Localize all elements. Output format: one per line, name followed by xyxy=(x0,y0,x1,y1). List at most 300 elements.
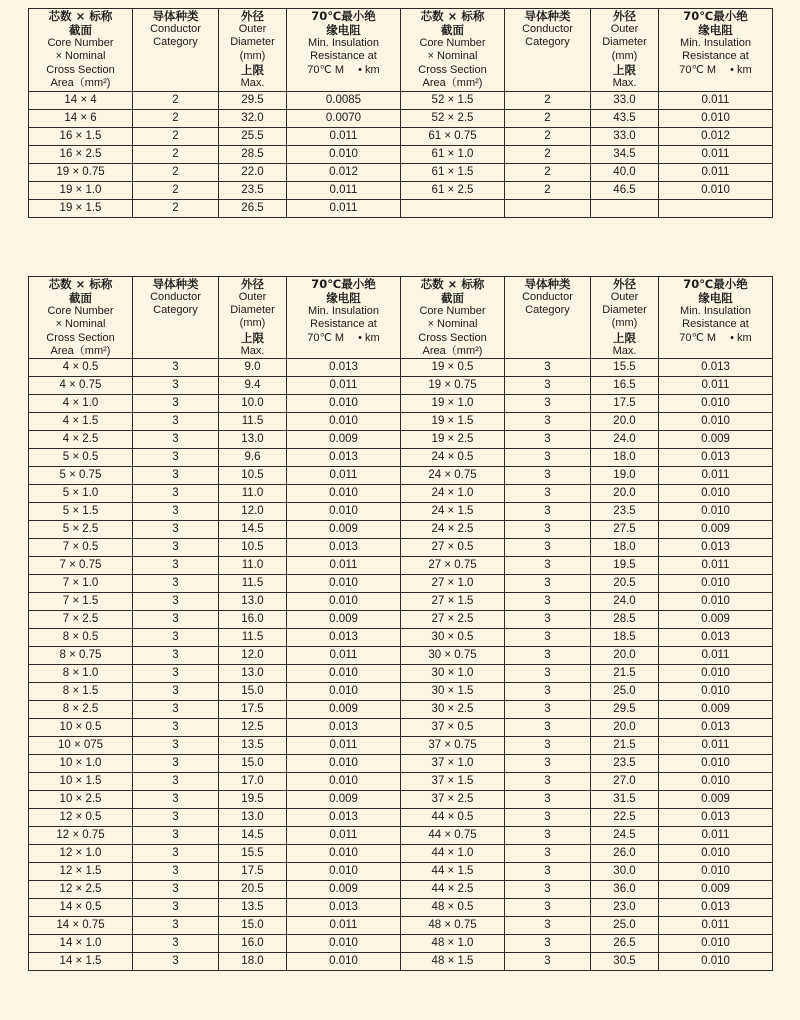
header-ins-en3: 70℃ M • km xyxy=(307,63,380,76)
header-ins-cn2-3: 缘电阻 xyxy=(326,290,361,305)
cell-core-number: 10 × 1.5 xyxy=(29,773,133,791)
cell-outer-diameter: 9.6 xyxy=(219,449,287,467)
cell-min-insulation: 0.010 xyxy=(287,935,401,953)
cell-core-number: 24 × 0.5 xyxy=(401,449,505,467)
cell-conductor-category: 2 xyxy=(505,109,591,127)
cell-outer-diameter: 11.5 xyxy=(219,413,287,431)
cell-core-number: 48 × 0.5 xyxy=(401,899,505,917)
table-row xyxy=(29,539,773,557)
cell-min-insulation: 0.012 xyxy=(287,163,401,181)
header-core-en4: Area（mm²) xyxy=(50,77,111,90)
cell-conductor-category: 3 xyxy=(505,539,591,557)
header-dia-sub-cn-3: 上限 xyxy=(241,330,264,345)
cell-outer-diameter: 13.5 xyxy=(219,899,287,917)
table-row xyxy=(29,665,773,683)
cell-min-insulation: 0.010 xyxy=(287,755,401,773)
cell-conductor-category: 3 xyxy=(133,845,219,863)
table-body-1 xyxy=(29,91,773,217)
header-cat-cn: 导体种类 xyxy=(152,9,199,23)
cell-conductor-category: 3 xyxy=(133,719,219,737)
cell-conductor-category: 2 xyxy=(133,91,219,109)
header-ins-en2-4: Resistance at xyxy=(682,318,749,331)
cell-outer-diameter: 20.0 xyxy=(591,485,659,503)
cell-min-insulation: 0.009 xyxy=(287,431,401,449)
cell-conductor-category: 3 xyxy=(505,791,591,809)
cell-outer-diameter: 18.0 xyxy=(591,539,659,557)
cell-outer-diameter: 21.5 xyxy=(591,665,659,683)
cell-min-insulation: 0.011 xyxy=(287,199,401,217)
cell-outer-diameter: 13.0 xyxy=(219,665,287,683)
cell-min-insulation xyxy=(659,199,773,217)
table-row xyxy=(29,163,773,181)
cell-conductor-category: 3 xyxy=(505,899,591,917)
header-dia-sub-cn: 上限 xyxy=(241,63,264,78)
cell-conductor-category: 3 xyxy=(505,845,591,863)
cell-min-insulation: 0.013 xyxy=(287,449,401,467)
cell-core-number: 4 × 1.5 xyxy=(29,413,133,431)
cell-outer-diameter: 36.0 xyxy=(591,881,659,899)
cell-core-number: 37 × 1.5 xyxy=(401,773,505,791)
cell-outer-diameter: 15.0 xyxy=(219,917,287,935)
header-conductor-category-2 xyxy=(505,9,591,92)
cell-outer-diameter: 19.5 xyxy=(591,557,659,575)
cell-conductor-category: 3 xyxy=(505,359,591,377)
cell-outer-diameter: 20.0 xyxy=(591,647,659,665)
cell-conductor-category: 3 xyxy=(133,611,219,629)
header-dia-en2-4: Diameter xyxy=(602,304,647,317)
cell-conductor-category: 3 xyxy=(133,683,219,701)
header-dia-en3-4: (mm) xyxy=(611,317,638,330)
cell-conductor-category: 3 xyxy=(133,485,219,503)
cell-conductor-category: 3 xyxy=(505,953,591,971)
cell-core-number: 30 × 0.5 xyxy=(401,629,505,647)
cell-min-insulation: 0.010 xyxy=(659,683,773,701)
cell-conductor-category: 3 xyxy=(505,881,591,899)
cell-min-insulation: 0.011 xyxy=(659,737,773,755)
cell-outer-diameter: 13.5 xyxy=(219,737,287,755)
cell-conductor-category: 3 xyxy=(133,791,219,809)
cell-core-number xyxy=(401,199,505,217)
header-outer-diameter-2 xyxy=(591,9,659,92)
cell-min-insulation: 0.013 xyxy=(659,899,773,917)
cell-min-insulation: 0.013 xyxy=(659,809,773,827)
table-row xyxy=(29,719,773,737)
table-spacer xyxy=(28,218,772,276)
cell-core-number: 24 × 2.5 xyxy=(401,521,505,539)
header-dia-en1-3: Outer xyxy=(238,290,267,303)
table-row xyxy=(29,791,773,809)
cell-core-number: 7 × 1.0 xyxy=(29,575,133,593)
cell-outer-diameter: 31.5 xyxy=(591,791,659,809)
cell-outer-diameter: 20.5 xyxy=(219,881,287,899)
cell-outer-diameter: 10.5 xyxy=(219,539,287,557)
cell-min-insulation: 0.009 xyxy=(287,791,401,809)
cell-core-number: 30 × 1.0 xyxy=(401,665,505,683)
cell-conductor-category: 3 xyxy=(505,935,591,953)
header-ins-cn2-2: 缘电阻 xyxy=(698,23,733,38)
cell-core-number: 16 × 1.5 xyxy=(29,127,133,145)
cell-conductor-category: 3 xyxy=(505,593,591,611)
cell-core-number: 16 × 2.5 xyxy=(29,145,133,163)
cell-core-number: 12 × 1.0 xyxy=(29,845,133,863)
cell-core-number: 4 × 0.5 xyxy=(29,359,133,377)
header-dia-sub-en-2: Max. xyxy=(612,77,637,90)
header-cat-en2-4: Category xyxy=(525,304,570,317)
table-row xyxy=(29,629,773,647)
table-row xyxy=(29,953,773,971)
cell-core-number: 24 × 1.0 xyxy=(401,485,505,503)
table-row xyxy=(29,773,773,791)
cell-min-insulation: 0.013 xyxy=(659,539,773,557)
cell-core-number: 52 × 2.5 xyxy=(401,109,505,127)
cell-conductor-category: 3 xyxy=(505,521,591,539)
table-row xyxy=(29,91,773,109)
cell-core-number: 37 × 0.5 xyxy=(401,719,505,737)
cell-core-number: 30 × 1.5 xyxy=(401,683,505,701)
header-ins-en3-2: 70℃ M • km xyxy=(679,63,752,76)
table-row xyxy=(29,827,773,845)
cell-outer-diameter: 20.0 xyxy=(591,719,659,737)
cell-conductor-category: 3 xyxy=(505,773,591,791)
cell-conductor-category: 3 xyxy=(505,809,591,827)
cell-min-insulation: 0.011 xyxy=(287,127,401,145)
cell-core-number: 19 × 1.0 xyxy=(401,395,505,413)
header-core-cn3: 截面 xyxy=(69,23,92,38)
cell-min-insulation: 0.010 xyxy=(287,863,401,881)
header-dia-en1: Outer xyxy=(238,23,267,36)
cell-min-insulation: 0.010 xyxy=(659,593,773,611)
cell-core-number: 37 × 2.5 xyxy=(401,791,505,809)
cell-core-number: 48 × 1.5 xyxy=(401,953,505,971)
cell-core-number: 30 × 0.75 xyxy=(401,647,505,665)
table-row xyxy=(29,145,773,163)
cell-conductor-category: 3 xyxy=(505,395,591,413)
table-row xyxy=(29,917,773,935)
cell-conductor-category: 2 xyxy=(133,181,219,199)
header-core-en4-3: Area（mm²) xyxy=(50,344,111,357)
header-core-en4-4: Area（mm²) xyxy=(422,344,483,357)
cell-min-insulation: 0.012 xyxy=(659,127,773,145)
table-row xyxy=(29,485,773,503)
cell-conductor-category: 3 xyxy=(133,953,219,971)
cell-core-number: 37 × 0.75 xyxy=(401,737,505,755)
table-row xyxy=(29,109,773,127)
cell-conductor-category: 3 xyxy=(133,755,219,773)
header-core-times: × xyxy=(75,9,86,23)
cell-core-number: 48 × 0.75 xyxy=(401,917,505,935)
table-row xyxy=(29,647,773,665)
cell-min-insulation: 0.009 xyxy=(659,701,773,719)
header-ins-cn2-4: 缘电阻 xyxy=(698,290,733,305)
header-core-number-3 xyxy=(29,276,133,359)
cell-core-number: 4 × 0.75 xyxy=(29,377,133,395)
header-core-number xyxy=(29,9,133,92)
header-core-times-4: × xyxy=(447,276,458,291)
header-core-en1-3: Core Number xyxy=(47,304,114,317)
header-dia-sub-cn-2: 上限 xyxy=(613,63,636,78)
cell-core-number: 61 × 0.75 xyxy=(401,127,505,145)
cell-min-insulation: 0.011 xyxy=(287,181,401,199)
header-outer-diameter-4 xyxy=(591,276,659,359)
cell-min-insulation: 0.010 xyxy=(287,683,401,701)
header-ins-en1-3: Min. Insulation xyxy=(308,304,379,317)
cell-conductor-category: 3 xyxy=(133,449,219,467)
cell-conductor-category: 3 xyxy=(133,917,219,935)
table-row xyxy=(29,431,773,449)
table-row xyxy=(29,557,773,575)
cell-min-insulation: 0.013 xyxy=(659,719,773,737)
cell-min-insulation: 0.010 xyxy=(287,665,401,683)
cell-conductor-category: 3 xyxy=(505,917,591,935)
header-cat-en1-4: Conductor xyxy=(522,290,573,303)
table-row xyxy=(29,377,773,395)
cell-conductor-category: 3 xyxy=(133,503,219,521)
cell-conductor-category: 3 xyxy=(133,701,219,719)
cell-outer-diameter: 23.0 xyxy=(591,899,659,917)
header-cat-en1: Conductor xyxy=(150,23,201,36)
cell-min-insulation: 0.010 xyxy=(287,845,401,863)
cell-outer-diameter: 33.0 xyxy=(591,127,659,145)
cell-outer-diameter: 10.5 xyxy=(219,467,287,485)
cell-outer-diameter: 17.5 xyxy=(591,395,659,413)
cell-min-insulation: 0.011 xyxy=(287,737,401,755)
header-dia-en2: Diameter xyxy=(230,36,275,49)
cell-outer-diameter: 27.0 xyxy=(591,773,659,791)
cell-min-insulation: 0.010 xyxy=(659,845,773,863)
header-conductor-category-4 xyxy=(505,276,591,359)
cell-conductor-category: 2 xyxy=(133,127,219,145)
header-core-cn3-2: 截面 xyxy=(441,23,464,38)
header-cat-en1-2: Conductor xyxy=(522,23,573,36)
header-core-cn2-4: 标称 xyxy=(461,276,485,291)
table-header xyxy=(29,9,773,92)
cell-outer-diameter: 29.5 xyxy=(219,91,287,109)
cell-core-number: 10 × 075 xyxy=(29,737,133,755)
cell-conductor-category: 3 xyxy=(505,827,591,845)
table-row xyxy=(29,611,773,629)
table-row xyxy=(29,809,773,827)
cell-core-number: 19 × 2.5 xyxy=(401,431,505,449)
table-row xyxy=(29,449,773,467)
cell-core-number: 27 × 0.5 xyxy=(401,539,505,557)
cell-conductor-category: 2 xyxy=(505,163,591,181)
cell-outer-diameter: 11.0 xyxy=(219,485,287,503)
cell-conductor-category: 3 xyxy=(133,629,219,647)
cell-core-number: 44 × 0.5 xyxy=(401,809,505,827)
cell-conductor-category: 3 xyxy=(505,611,591,629)
cell-outer-diameter xyxy=(591,199,659,217)
cell-min-insulation: 0.010 xyxy=(659,485,773,503)
cell-conductor-category: 3 xyxy=(505,683,591,701)
header-core-en2-4: × Nominal xyxy=(427,318,478,331)
header-min-insulation-2 xyxy=(659,9,773,92)
table-row xyxy=(29,845,773,863)
cell-min-insulation: 0.011 xyxy=(659,467,773,485)
header-core-en3-3: Cross Section xyxy=(46,331,115,344)
header-core-en2: × Nominal xyxy=(55,50,106,63)
header-core-cn1-4: 芯数 xyxy=(420,276,444,291)
header-ins-en1: Min. Insulation xyxy=(308,37,379,50)
header-cat-en2-2: Category xyxy=(525,36,570,49)
cell-core-number: 8 × 0.75 xyxy=(29,647,133,665)
cell-conductor-category: 3 xyxy=(133,647,219,665)
cell-outer-diameter: 20.0 xyxy=(591,413,659,431)
cell-outer-diameter: 46.5 xyxy=(591,181,659,199)
header-dia-sub-en-4: Max. xyxy=(612,344,637,357)
header-core-number-4 xyxy=(401,276,505,359)
cell-conductor-category: 3 xyxy=(505,467,591,485)
table-row xyxy=(29,467,773,485)
cell-conductor-category: 3 xyxy=(505,701,591,719)
header-core-en3-2: Cross Section xyxy=(418,63,487,76)
cell-outer-diameter: 21.5 xyxy=(591,737,659,755)
cell-outer-diameter: 18.5 xyxy=(591,629,659,647)
header-core-cn1: 芯数 xyxy=(48,9,72,23)
cell-core-number: 7 × 1.5 xyxy=(29,593,133,611)
header-ins-en2: Resistance at xyxy=(310,50,377,63)
cell-conductor-category: 2 xyxy=(133,163,219,181)
table-row xyxy=(29,413,773,431)
cell-outer-diameter: 11.5 xyxy=(219,575,287,593)
cell-conductor-category: 3 xyxy=(505,755,591,773)
header-dia-cn-4: 外径 xyxy=(613,276,636,291)
header-cat-en2-3: Category xyxy=(153,304,198,317)
cell-core-number: 19 × 0.75 xyxy=(29,163,133,181)
cell-min-insulation: 0.011 xyxy=(659,827,773,845)
cell-core-number: 24 × 1.5 xyxy=(401,503,505,521)
cell-min-insulation: 0.011 xyxy=(287,917,401,935)
header-core-en1-4: Core Number xyxy=(419,304,486,317)
header-core-en3: Cross Section xyxy=(46,63,115,76)
cell-min-insulation: 0.010 xyxy=(287,145,401,163)
cell-min-insulation: 0.010 xyxy=(287,413,401,431)
cell-outer-diameter: 25.0 xyxy=(591,917,659,935)
cell-outer-diameter: 22.5 xyxy=(591,809,659,827)
cell-core-number: 27 × 2.5 xyxy=(401,611,505,629)
cell-conductor-category: 3 xyxy=(505,377,591,395)
cell-conductor-category: 3 xyxy=(505,413,591,431)
cell-outer-diameter: 15.5 xyxy=(591,359,659,377)
cell-core-number: 14 × 1.0 xyxy=(29,935,133,953)
table-row xyxy=(29,881,773,899)
header-core-en2-3: × Nominal xyxy=(55,318,106,331)
cell-min-insulation: 0.010 xyxy=(659,413,773,431)
cell-core-number: 27 × 0.75 xyxy=(401,557,505,575)
cell-core-number: 14 × 4 xyxy=(29,91,133,109)
header-core-en2-2: × Nominal xyxy=(427,50,478,63)
cell-outer-diameter: 26.0 xyxy=(591,845,659,863)
header-cat-cn-3: 导体种类 xyxy=(152,276,199,291)
cell-outer-diameter: 30.5 xyxy=(591,953,659,971)
header-core-en4-2: Area（mm²) xyxy=(422,77,483,90)
cell-conductor-category xyxy=(505,199,591,217)
cell-outer-diameter: 19.0 xyxy=(591,467,659,485)
cell-core-number: 7 × 2.5 xyxy=(29,611,133,629)
cell-conductor-category: 3 xyxy=(133,665,219,683)
header-dia-en3: (mm) xyxy=(239,49,266,62)
cell-outer-diameter: 43.5 xyxy=(591,109,659,127)
cell-core-number: 44 × 2.5 xyxy=(401,881,505,899)
cell-core-number: 19 × 1.5 xyxy=(29,199,133,217)
cell-outer-diameter: 12.0 xyxy=(219,503,287,521)
cell-core-number: 7 × 0.75 xyxy=(29,557,133,575)
cell-conductor-category: 3 xyxy=(505,629,591,647)
cell-conductor-category: 3 xyxy=(133,377,219,395)
cell-core-number: 37 × 1.0 xyxy=(401,755,505,773)
cell-min-insulation: 0.009 xyxy=(659,791,773,809)
cell-core-number: 5 × 0.75 xyxy=(29,467,133,485)
header-core-en1-2: Core Number xyxy=(419,37,486,50)
cell-core-number: 19 × 1.0 xyxy=(29,181,133,199)
cell-conductor-category: 3 xyxy=(133,935,219,953)
cell-core-number: 24 × 0.75 xyxy=(401,467,505,485)
cell-core-number: 14 × 1.5 xyxy=(29,953,133,971)
header-core-cn2-2: 标称 xyxy=(461,9,485,23)
cell-outer-diameter: 28.5 xyxy=(591,611,659,629)
cell-min-insulation: 0.013 xyxy=(287,629,401,647)
cell-min-insulation: 0.010 xyxy=(287,485,401,503)
cell-core-number: 10 × 0.5 xyxy=(29,719,133,737)
cell-min-insulation: 0.011 xyxy=(659,145,773,163)
cell-core-number: 12 × 2.5 xyxy=(29,881,133,899)
cell-conductor-category: 3 xyxy=(505,575,591,593)
header-dia-cn-3: 外径 xyxy=(241,276,264,291)
cell-outer-diameter: 24.0 xyxy=(591,431,659,449)
cell-outer-diameter: 17.5 xyxy=(219,863,287,881)
header-core-en1: Core Number xyxy=(47,37,114,50)
cell-core-number: 5 × 0.5 xyxy=(29,449,133,467)
cell-conductor-category: 2 xyxy=(133,145,219,163)
cell-core-number: 44 × 0.75 xyxy=(401,827,505,845)
header-dia-cn-2: 外径 xyxy=(613,9,636,23)
cell-outer-diameter: 26.5 xyxy=(591,935,659,953)
cell-outer-diameter: 23.5 xyxy=(591,503,659,521)
cell-conductor-category: 3 xyxy=(505,485,591,503)
cell-min-insulation: 0.0070 xyxy=(287,109,401,127)
cell-core-number: 8 × 1.0 xyxy=(29,665,133,683)
table-row xyxy=(29,935,773,953)
header-dia-en1-2: Outer xyxy=(610,23,639,36)
table-row xyxy=(29,395,773,413)
cell-min-insulation: 0.011 xyxy=(659,917,773,935)
cell-min-insulation: 0.010 xyxy=(659,665,773,683)
cell-conductor-category: 2 xyxy=(133,199,219,217)
cell-outer-diameter: 15.5 xyxy=(219,845,287,863)
cell-conductor-category: 3 xyxy=(505,647,591,665)
header-core-en3-4: Cross Section xyxy=(418,331,487,344)
cell-conductor-category: 3 xyxy=(505,737,591,755)
header-outer-diameter xyxy=(219,9,287,92)
cell-outer-diameter: 24.0 xyxy=(591,593,659,611)
header-core-cn2-3: 标称 xyxy=(89,276,113,291)
header-cat-cn-2: 导体种类 xyxy=(524,9,571,23)
cell-min-insulation: 0.011 xyxy=(659,647,773,665)
cell-outer-diameter: 28.5 xyxy=(219,145,287,163)
header-core-cn2: 标称 xyxy=(89,9,113,23)
header-ins-cn1-4: 70℃最小绝 xyxy=(683,276,748,291)
header-ins-en3-3: 70℃ M • km xyxy=(307,331,380,344)
cell-outer-diameter: 16.5 xyxy=(591,377,659,395)
cell-outer-diameter: 27.5 xyxy=(591,521,659,539)
table-row xyxy=(29,755,773,773)
cell-min-insulation: 0.011 xyxy=(287,557,401,575)
table-header-2 xyxy=(29,276,773,359)
table-row xyxy=(29,899,773,917)
table-row xyxy=(29,521,773,539)
cell-min-insulation: 0.010 xyxy=(659,181,773,199)
cell-conductor-category: 3 xyxy=(133,827,219,845)
cell-min-insulation: 0.009 xyxy=(287,611,401,629)
